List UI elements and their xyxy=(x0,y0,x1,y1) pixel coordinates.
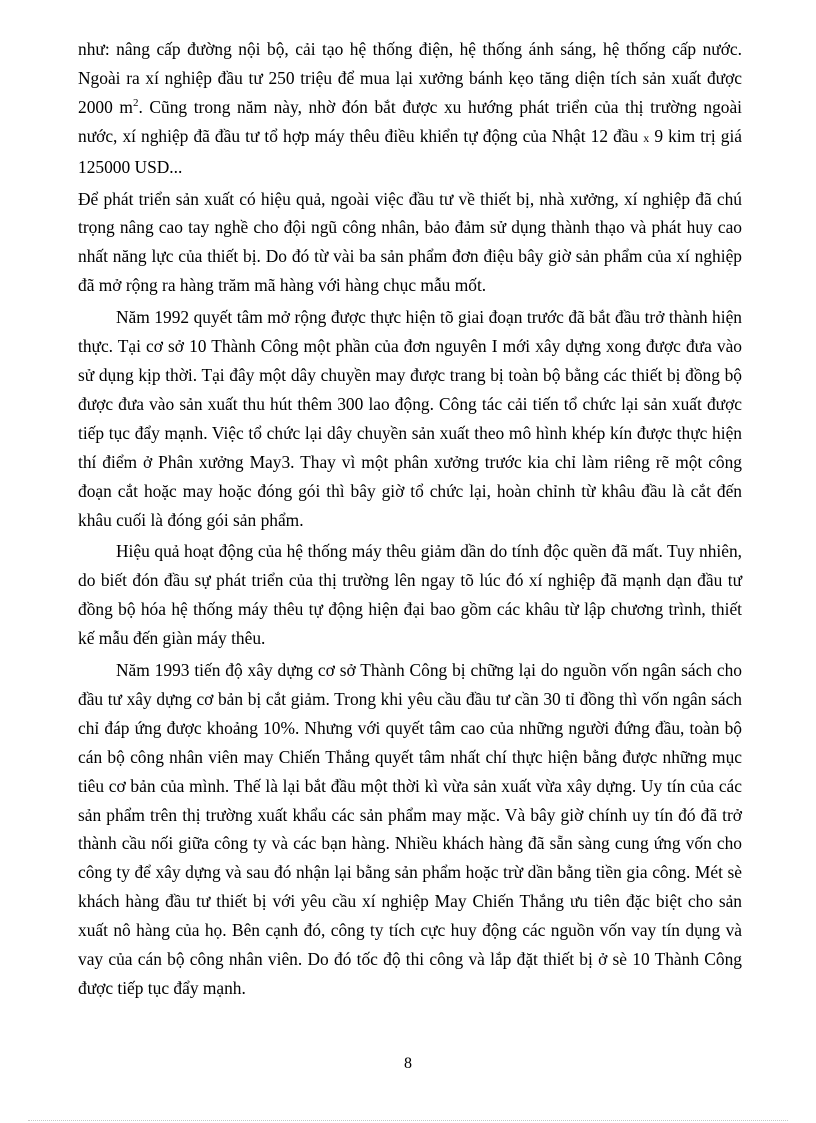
paragraph-1: như: nâng cấp đường nội bộ, cải tạo hệ thống điện, hệ thống ánh sáng, hệ thống cấp nước. Ngoài ra xí nghiệp đầu tư 250 triệu để mua lại xưởng bánh kẹo tăng diện tích sản xuất được 2000 $m^2$. Cũng trong năm này, nhờ đón bắt được xu hướng phát triển của thị trường ngoài nước, xí nghiệp đã đầu tư tổ hợp máy thêu điều khiển tự động của Nhật 12 đầu x 9 kim trị giá 125000 USD... xyxy=(78,39,743,177)
paragraph-2: Để phát triển sản xuất có hiệu quả, ngoài việc đầu tư về thiết bị, nhà xưởng, xí nghiệp đã chú trọng nâng cao tay nghề cho đội ngũ công nhân, bảo đảm sử dụng thành thạo và phát huy cao nhất năng lực của thiết bị. Do đó từ vài ba sản phẩm đơn điệu bây giờ sản phẩm của xí nghiệp đã mở rộng ra hàng trăm mã hàng với hàng chục mẫu mốt. xyxy=(78,188,742,296)
paragraph-3: Năm 1992 quyết tâm mở rộng được thực hiện tõ giai đoạn trước đã bắt đầu trở thành hiện thực. Tại cơ sở 10 Thành Công một phần của đơn nguyên I mới xây dựng xong được đưa vào sử dụng kịp thời. Tại đây một dây chuyền may được trang bị toàn bộ bằng các thiết bị đồng bộ được đưa vào sản xuất thu hút thêm 300 lao động. Công tác cải tiến tổ chức lại sản xuất được tiếp tục đẩy mạnh. Việc tổ chức lại dây chuyền sản xuất theo mô hình khép kín được thực hiện thí điểm ở Phân xưởng May3. Thay vì một phân xưởng trước kia chỉ làm riêng rẽ một công đoạn cắt hoặc may hoặc đóng gói thì bây giờ tổ chức lại, hoàn chỉnh từ khâu đầu là cắt đến khâu cuối là đóng gói sản phẩm. xyxy=(78,307,742,530)
superscript-2: 2 xyxy=(132,97,139,110)
paragraph-5: Năm 1993 tiến độ xây dựng cơ sở Thành Công bị chững lại do nguồn vốn ngân sách cho đầu tư xây dựng cơ bản bị cắt giảm. Trong khi yêu cầu đầu tư cần 30 tỉ đồng thì vốn ngân sách chỉ đáp ứng được khoảng 10%. Nhưng với quyết tâm cao của những người đứng đầu, toàn bộ cán bộ công nhân viên may Chiến Thắng quyết tâm nhất chí thực hiện bằng được những mục tiêu cơ bản của mình. Thế là lại bắt đầu một thời kì vừa sản xuất vừa xây dựng. Uy tín của các sản phẩm trên thị trường xuất khẩu các sản phẩm may mặc. Và bây giờ chính uy tín đó đã trở thành cầu nối giữa công ty và các bạn hàng. Nhiều khách hàng đã sẵn sàng cung ứng vốn cho công ty để xây dựng và sau đó nhận lại bằng sản phẩm hoặc trừ dần bằng tiền gia công. Mét sè khách hàng đầu tư thiết bị với yêu cầu xí nghiệp May Chiến Thắng ưu tiên đặc biệt cho sản xuất nô hàng của họ. Bên cạnh đó, công ty tích cực huy động các nguồn vốn vay tín dụng và vay của cán bộ công nhân viên. Do đó tốc độ thi công và lắp đặt thiết bị ở sè 10 Thành Công được tiếp tục đẩy mạnh. xyxy=(78,660,742,998)
page-number: 8 xyxy=(404,1055,412,1072)
page-bottom-divider xyxy=(28,1120,788,1121)
paragraph-4: Hiệu quả hoạt động của hệ thống máy thêu giảm dần do tính độc quền đã mất. Tuy nhiên, do biết đón đầu sự phát triển của thị trường lên ngay tõ lúc đó xí nghiệp đã mạnh dạn đầu tư đồng bộ hóa hệ thống máy thêu tự động hiện đại bao gồm các khâu từ lập chương trình, thiết kế mẫu đến giàn máy thêu. xyxy=(78,541,742,649)
multiply-x: x xyxy=(643,130,650,145)
body-text xyxy=(78,35,742,1006)
